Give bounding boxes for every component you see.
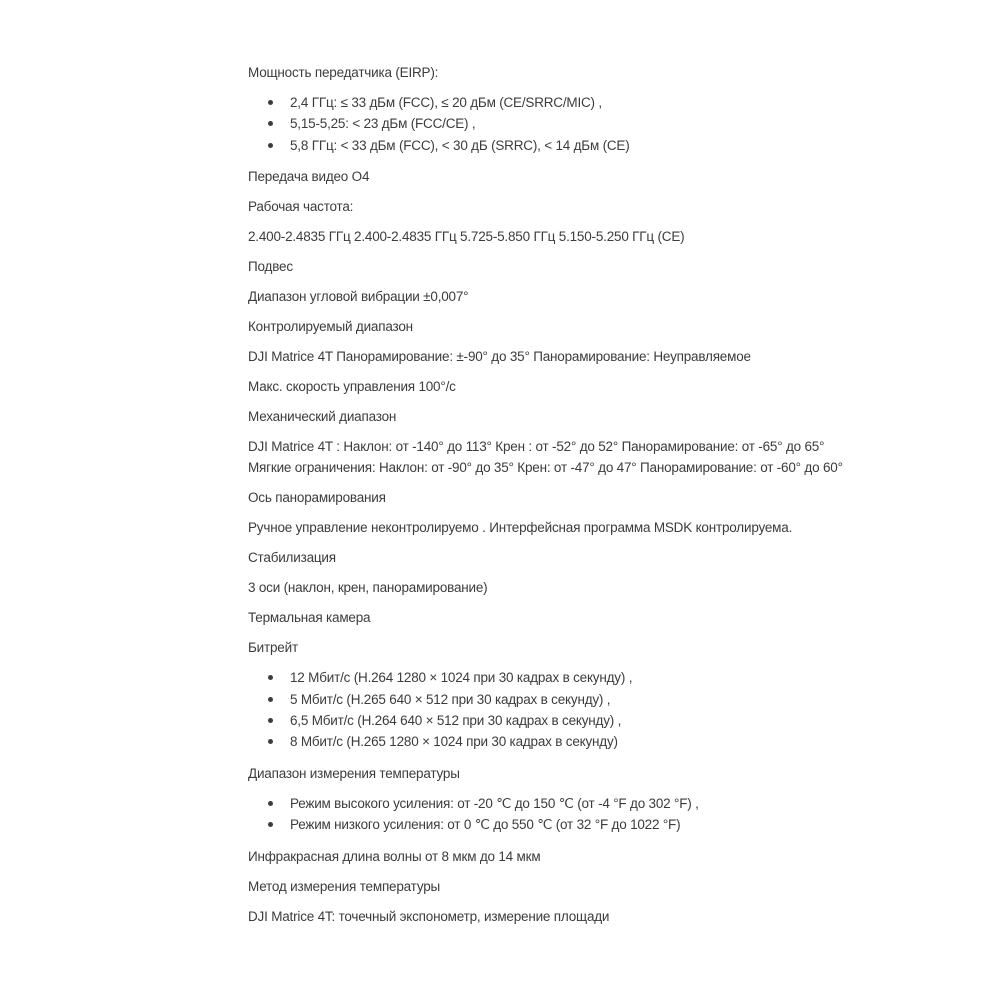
paragraph: Подвес [248,259,293,275]
paragraph: Метод измерения температуры [248,878,441,894]
paragraph: 3 оси (наклон, крен, панорамирование) [248,580,488,596]
paragraph: Мощность передатчика (EIRP): [248,65,439,80]
bullet-icon [268,100,273,105]
bullet-list [248,793,988,836]
paragraph: Диапазон измерения температуры [248,765,460,781]
bullet-item [248,667,988,688]
bullet-item [248,135,988,156]
bullet-item [248,92,988,113]
bullet-text: 6,5 Мбит/с (H.264 640 × 512 при 30 кадрах в секунду) , [290,713,622,729]
bullet-item [248,710,988,731]
bullet-icon [268,801,273,806]
document-content [248,62,988,936]
bullet-item [248,689,988,710]
paragraph: Стабилизация [248,550,336,566]
paragraph: DJI Matrice 4T: точечный экспонометр, измерение площади [248,908,610,924]
paragraph: Механический диапазон [248,409,397,425]
bullet-text: 8 Мбит/с (H.265 1280 × 1024 при 30 кадрах в секунду) [290,734,618,750]
bullet-text: 5,15-5,25: < 23 дБм (FCC/CE) , [290,116,476,132]
paragraph: Диапазон угловой вибрации ±0,007° [248,289,469,305]
bullet-list [248,92,988,156]
paragraph: Битрейт [248,640,298,656]
bullet-item [248,731,988,752]
paragraph: DJI Matrice 4T : Наклон: от -140° до 113° Крен : от -52° до 52° Панорамирование: от -65° до 65° Мягкие ограничения: Наклон: от -90° до 35° Крен: от -47° до 47° Панорамирование: от -60° до 60° [248,439,843,476]
bullet-icon [268,697,273,702]
paragraph: Термальная камера [248,610,371,626]
bullet-text: Режим низкого усиления: от 0 ℃ до 550 ℃ (от 32 °F до 1022 °F) [290,817,681,833]
bullet-icon [268,822,273,827]
paragraph: Контролируемый диапазон [248,319,413,335]
bullet-text: 5 Мбит/с (H.265 640 × 512 при 30 кадрах в секунду) , [290,691,611,707]
paragraph: 2.400-2.4835 ГГц 2.400-2.4835 ГГц 5.725-5.850 ГГц 5.150-5.250 ГГц (CE) [248,229,685,245]
paragraph: Ручное управление неконтролируемо . Интерфейсная программа MSDK контролируема. [248,520,793,536]
bullet-text: 5,8 ГГц: < 33 дБм (FCC), < 30 дБ (SRRC), < 14 дБм (CE) [290,137,630,153]
paragraph: Ось панорамирования [248,490,386,506]
bullet-icon [268,121,273,126]
bullet-item [248,814,988,835]
bullet-icon [268,718,273,723]
bullet-text: 2,4 ГГц: ≤ 33 дБм (FCC), ≤ 20 дБм (CE/SRRC/MIC) , [290,95,602,110]
paragraph: DJI Matrice 4T Панорамирование: ±-90° до 35° Панорамирование: Неуправляемое [248,349,751,365]
paragraph: Передача видео O4 [248,169,370,185]
paragraph: Инфракрасная длина волны от 8 мкм до 14 мкм [248,848,541,864]
bullet-list [248,667,988,753]
bullet-icon [268,675,273,680]
bullet-icon [268,739,273,744]
bullet-item [248,113,988,134]
bullet-text: 12 Мбит/с (H.264 1280 × 1024 при 30 кадрах в секунду) , [290,670,633,686]
bullet-icon [268,143,273,148]
paragraph: Макс. скорость управления 100°/с [248,379,456,395]
paragraph: Рабочая частота: [248,199,354,215]
bullet-text: Режим высокого усиления: от -20 ℃ до 150 ℃ (от -4 °F до 302 °F) , [290,795,699,811]
bullet-item [248,793,988,814]
